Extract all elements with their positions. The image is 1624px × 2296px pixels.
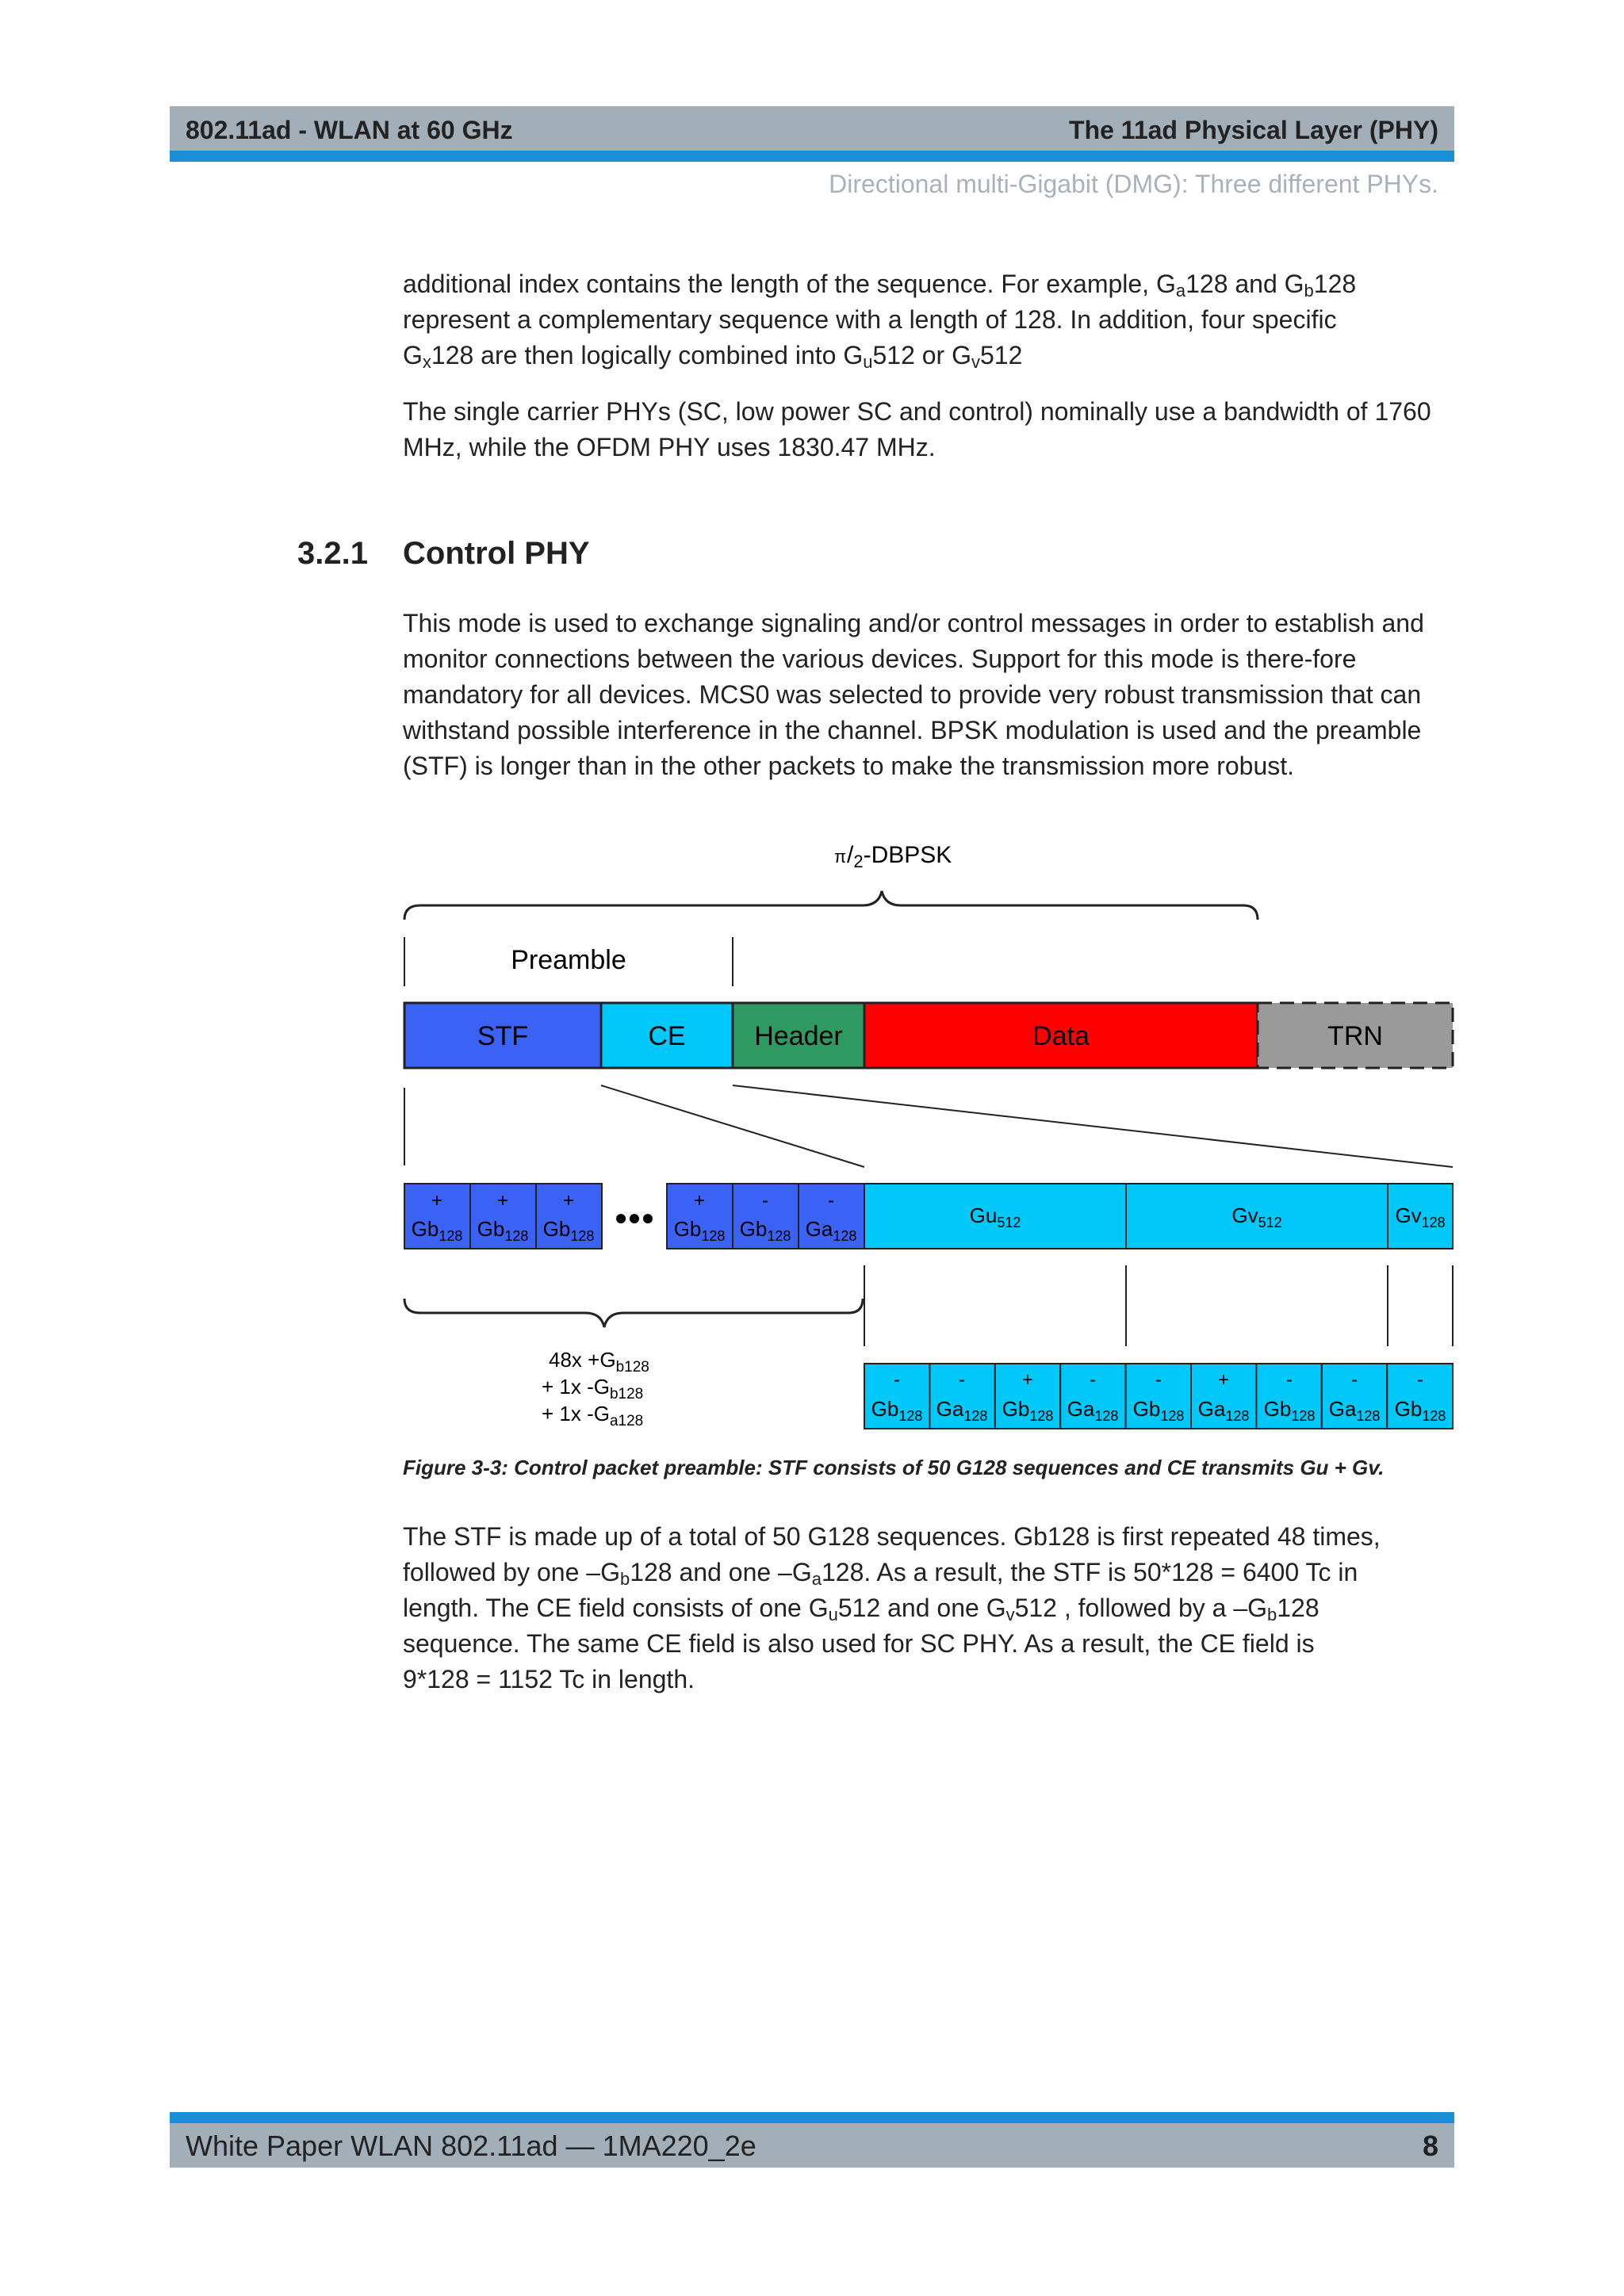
stf-cell-name: $Ga_{128}$ (805, 1217, 857, 1244)
outro-text-span: length. The CE field consists of one G (403, 1594, 829, 1622)
zoom-line-ce-right (733, 1085, 1453, 1167)
intro-p1-sub: u (863, 352, 873, 372)
field-data-label: Data (1032, 1021, 1090, 1051)
stf-cell-sign: + (562, 1190, 575, 1211)
intro-p1-sub: x (422, 352, 431, 372)
expand-cell-name: $Ga_{128}$ (1328, 1397, 1381, 1424)
outro-text-span: 9*128 = 1152 Tc in length. (403, 1665, 695, 1693)
field-stf-label: STF (477, 1021, 529, 1051)
ce-sequence-row (864, 1184, 1453, 1249)
section-paragraph: This mode is used to exchange signaling and/or control messages in order to establish and monitor connections between the various devices. Support for this mode is there-fore mandatory for all devices. MCS0 was selected to provide very robust transmission that can withstand possible interference in the channel. BPSK modulation is used and the preamble (STF) is longer than in the other packets to make the transmission more robust. (403, 609, 1424, 780)
intro-p1-sub: b (1304, 281, 1314, 300)
stf-sequence-row (404, 1184, 864, 1249)
stf-ellipsis: ●●● (614, 1205, 655, 1230)
expand-cell-sign: - (959, 1369, 965, 1391)
footer-doc-id: White Paper WLAN 802.11ad — 1MA220_2e (186, 2130, 756, 2162)
ce-cell-label: $Gu_{512}$ (969, 1203, 1021, 1230)
outro-text-span: followed by one –G (403, 1558, 620, 1586)
expand-cell-sign: + (1021, 1369, 1034, 1391)
stf-cell-sign: - (762, 1190, 768, 1211)
expand-cell-sign: - (894, 1369, 900, 1391)
outro-text-span: 128 (1277, 1594, 1320, 1622)
stf-note-line: $48x +G_{b128}$ (549, 1348, 649, 1376)
expand-cell-name: $Ga_{128}$ (936, 1397, 988, 1424)
outro-paragraph (403, 1519, 1457, 1697)
ce-expanded-row (864, 1364, 1453, 1429)
stf-cell-name: $Gb_{128}$ (477, 1217, 529, 1244)
stf-cell-name: $Gb_{128}$ (673, 1217, 726, 1244)
outro-text-span: 128. As a result, the STF is 50*128 = 6400 Tc in (821, 1558, 1358, 1586)
intro-p1-text: additional index contains the length of the sequence. For example, G (403, 270, 1176, 298)
stf-cell-sign: - (828, 1190, 834, 1211)
ce-cell-label: $Gv_{128}$ (1395, 1203, 1446, 1230)
intro-p1-text: G (403, 341, 423, 369)
preamble-label: Preamble (511, 945, 626, 975)
intro-p1-text: represent a complementary sequence with a length of 128. In addition, four specific (403, 305, 1337, 334)
header-subtitle: Directional multi-Gigabit (DMG): Three different PHYs. (829, 170, 1438, 198)
expand-cell-sign: - (1351, 1369, 1358, 1391)
figure-caption: Figure 3-3: Control packet preamble: STF consists of 50 G128 sequences and CE transmits Gu + Gv. (403, 1456, 1385, 1479)
page-number: 8 (1422, 2130, 1438, 2162)
outro-text-span: The STF is made up of a total of 50 G128 sequences. Gb128 is first repeated 48 times, (403, 1522, 1381, 1551)
outro-text-span: sequence. The same CE field is also used for SC PHY. As a result, the CE field is (403, 1629, 1315, 1658)
expand-cell-sign: + (1217, 1369, 1230, 1391)
stf-cell-sign: + (693, 1190, 706, 1211)
modulation-sub: 2 (853, 851, 864, 871)
field-header-label: Header (754, 1021, 843, 1051)
outro-sub: b (1267, 1605, 1277, 1624)
intro-p1-sub: a (1175, 281, 1186, 300)
stf-cell-sign: + (496, 1190, 509, 1211)
expand-cell-name: $Gb_{128}$ (871, 1397, 923, 1424)
section-number: 3.2.1 (297, 536, 368, 571)
expand-cell-name: $Ga_{128}$ (1197, 1397, 1250, 1424)
outro-sub: a (811, 1569, 822, 1589)
stf-note-line: + 1x $-G_{b128}$ (542, 1375, 644, 1402)
outro-text (403, 1519, 1457, 1718)
expand-cell-name: $Gb_{128}$ (1132, 1397, 1185, 1424)
expand-cell-name: $Gb_{128}$ (1394, 1397, 1446, 1424)
outro-text-span: 512 , followed by a –G (1014, 1594, 1267, 1622)
intro-p1-text: 128 are then logically combined into G (431, 341, 864, 369)
zoom-line-ce-left (601, 1085, 864, 1167)
expand-cell-name: $Gb_{128}$ (1002, 1397, 1054, 1424)
intro-p1-text: 128 and G (1185, 270, 1304, 298)
intro-p1-text: 512 (979, 341, 1023, 369)
expand-cell-name: $Gb_{128}$ (1263, 1397, 1316, 1424)
intro-p1-sub: v (971, 352, 980, 372)
stf-cell-name: $Gb_{128}$ (542, 1217, 595, 1244)
expand-cell-sign: - (1417, 1369, 1423, 1391)
header-doc-title: 802.11ad - WLAN at 60 GHz (186, 116, 513, 144)
ce-cell-label: $Gv_{512}$ (1231, 1203, 1282, 1230)
section-title: Control PHY (403, 536, 590, 571)
stf-cell-sign: + (431, 1190, 443, 1211)
modulation-label: $/_2$-DBPSK (847, 842, 952, 871)
footer-stripe (170, 2112, 1454, 2123)
field-ce-label: CE (648, 1021, 686, 1051)
modulation-brace (404, 891, 1258, 920)
expand-cell-name: $Ga_{128}$ (1067, 1397, 1119, 1424)
intro-paragraph-2: The single carrier PHYs (SC, low power SC and control) nominally use a bandwidth of 1760 MHz, while the OFDM PHY uses 1830.47 MHz. (403, 397, 1431, 461)
expand-cell-sign: - (1090, 1369, 1096, 1391)
header-chapter-title: The 11ad Physical Layer (PHY) (1069, 116, 1438, 144)
outro-sub: b (619, 1569, 630, 1589)
stf-cell-name: $Gb_{128}$ (739, 1217, 791, 1244)
intro-p1-text: 512 or G (872, 341, 971, 369)
outro-text-span: 128 and one –G (630, 1558, 812, 1586)
stf-note-line: + 1x $-G_{a128}$ (542, 1402, 644, 1429)
modulation-pi: π (834, 847, 847, 867)
outro-sub: v (1005, 1605, 1015, 1624)
stf-cell-name: $Gb_{128}$ (411, 1217, 463, 1244)
outro-text-span: 512 and one G (837, 1594, 1006, 1622)
field-trn-label: TRN (1327, 1021, 1383, 1051)
modulation-rest: -DBPSK (863, 842, 952, 868)
expand-cell-sign: - (1155, 1369, 1162, 1391)
intro-p1-text: 128 (1313, 270, 1357, 298)
expand-cell-sign: - (1286, 1369, 1293, 1391)
stf-brace (404, 1299, 863, 1327)
outro-sub: u (828, 1605, 838, 1624)
